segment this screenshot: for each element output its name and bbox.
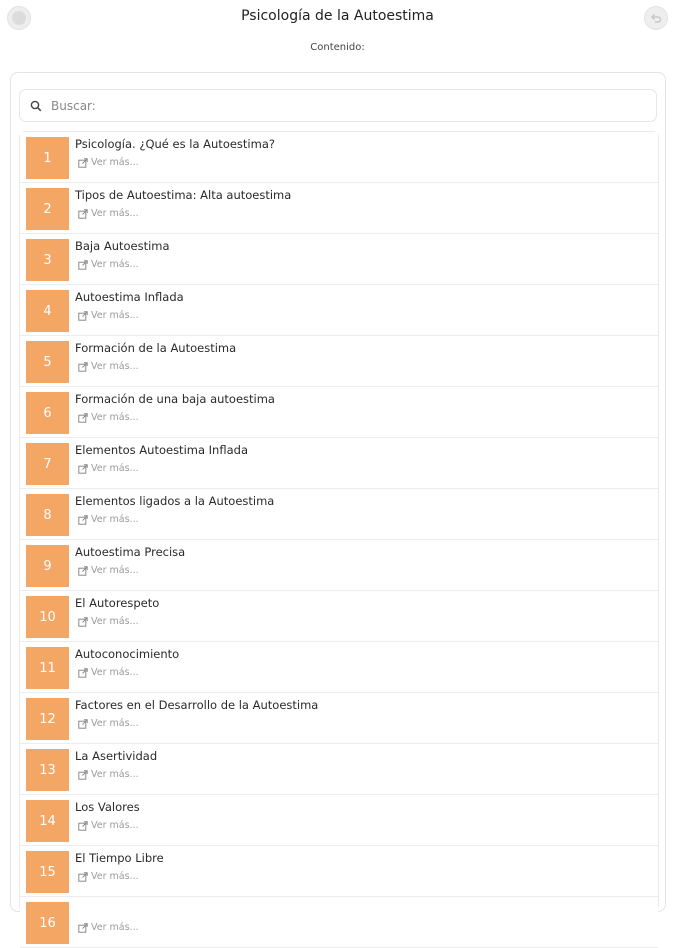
item-number-badge: 7 bbox=[26, 443, 69, 485]
item-number-badge: 10 bbox=[26, 596, 69, 638]
external-link-icon bbox=[78, 413, 88, 423]
see-more-link[interactable] bbox=[78, 667, 139, 678]
external-link-icon bbox=[78, 872, 88, 882]
page-title: Psicología de la Autoestima bbox=[241, 8, 434, 24]
see-more-link[interactable] bbox=[78, 412, 139, 423]
see-more-link[interactable] bbox=[78, 769, 139, 780]
see-more-link[interactable] bbox=[78, 514, 139, 525]
see-more-link[interactable] bbox=[78, 157, 139, 168]
see-more-label: Ver más... bbox=[91, 514, 139, 525]
list-item[interactable] bbox=[20, 132, 658, 183]
external-link-icon bbox=[78, 566, 88, 576]
see-more-label: Ver más... bbox=[91, 208, 139, 219]
item-title: Autoestima Precisa bbox=[75, 545, 186, 559]
item-title: Baja Autoestima bbox=[75, 239, 170, 253]
item-title: Autoestima Inflada bbox=[75, 290, 184, 304]
see-more-label: Ver más... bbox=[91, 565, 139, 576]
item-title: El Tiempo Libre bbox=[75, 851, 164, 865]
see-more-label: Ver más... bbox=[91, 718, 139, 729]
search-icon bbox=[30, 100, 42, 112]
list-item[interactable] bbox=[20, 387, 658, 438]
see-more-label: Ver más... bbox=[91, 463, 139, 474]
list-item[interactable] bbox=[20, 336, 658, 387]
list-item[interactable] bbox=[20, 540, 658, 591]
app-header bbox=[0, 0, 675, 70]
see-more-link[interactable] bbox=[78, 259, 139, 270]
item-number-badge: 11 bbox=[26, 647, 69, 689]
list-item[interactable] bbox=[20, 642, 658, 693]
external-link-icon bbox=[78, 362, 88, 372]
item-title: El Autorespeto bbox=[75, 596, 160, 610]
item-title: Elementos Autoestima Inflada bbox=[75, 443, 248, 457]
item-title: Tipos de Autoestima: Alta autoestima bbox=[75, 188, 292, 202]
external-link-icon bbox=[78, 719, 88, 729]
external-link-icon bbox=[78, 821, 88, 831]
external-link-icon bbox=[78, 311, 88, 321]
see-more-link[interactable] bbox=[78, 718, 139, 729]
see-more-link[interactable] bbox=[78, 820, 139, 831]
item-title: Formación de la Autoestima bbox=[75, 341, 237, 355]
item-title: La Asertividad bbox=[75, 749, 158, 763]
search-bar[interactable] bbox=[19, 89, 657, 122]
item-number-badge: 13 bbox=[26, 749, 69, 791]
see-more-label: Ver más... bbox=[91, 820, 139, 831]
see-more-link[interactable] bbox=[78, 616, 139, 627]
external-link-icon bbox=[78, 515, 88, 525]
item-number-badge: 16 bbox=[26, 902, 69, 944]
item-number-badge: 15 bbox=[26, 851, 69, 893]
item-number-badge: 9 bbox=[26, 545, 69, 587]
list-item[interactable] bbox=[20, 234, 658, 285]
see-more-label: Ver más... bbox=[91, 259, 139, 270]
item-title: Psicología. ¿Qué es la Autoestima? bbox=[75, 137, 275, 151]
list-item[interactable] bbox=[20, 744, 658, 795]
external-link-icon bbox=[78, 668, 88, 678]
see-more-link[interactable] bbox=[78, 361, 139, 372]
external-link-icon bbox=[78, 260, 88, 270]
back-button[interactable] bbox=[644, 6, 668, 30]
external-link-icon bbox=[78, 770, 88, 780]
item-number-badge: 4 bbox=[26, 290, 69, 332]
list-item[interactable] bbox=[20, 285, 658, 336]
item-number-badge: 12 bbox=[26, 698, 69, 740]
item-number-badge: 3 bbox=[26, 239, 69, 281]
see-more-label: Ver más... bbox=[91, 922, 139, 933]
see-more-link[interactable] bbox=[78, 310, 139, 321]
external-link-icon bbox=[78, 923, 88, 933]
see-more-label: Ver más... bbox=[91, 157, 139, 168]
item-number-badge: 5 bbox=[26, 341, 69, 383]
external-link-icon bbox=[78, 209, 88, 219]
list-item[interactable] bbox=[20, 591, 658, 642]
see-more-label: Ver más... bbox=[91, 412, 139, 423]
list-item[interactable] bbox=[20, 489, 658, 540]
item-number-badge: 8 bbox=[26, 494, 69, 536]
external-link-icon bbox=[78, 464, 88, 474]
item-title: Los Valores bbox=[75, 800, 140, 814]
see-more-link[interactable] bbox=[78, 922, 139, 933]
item-title: Elementos ligados a la Autoestima bbox=[75, 494, 275, 508]
list-item[interactable] bbox=[20, 846, 658, 897]
content-list bbox=[19, 131, 659, 933]
see-more-label: Ver más... bbox=[91, 361, 139, 372]
see-more-label: Ver más... bbox=[91, 616, 139, 627]
external-link-icon bbox=[78, 158, 88, 168]
list-item[interactable] bbox=[20, 183, 658, 234]
external-link-icon bbox=[78, 617, 88, 627]
list-item[interactable] bbox=[20, 897, 658, 948]
see-more-label: Ver más... bbox=[91, 667, 139, 678]
see-more-link[interactable] bbox=[78, 871, 139, 882]
item-number-badge: 1 bbox=[26, 137, 69, 179]
list-item[interactable] bbox=[20, 438, 658, 489]
item-number-badge: 2 bbox=[26, 188, 69, 230]
see-more-label: Ver más... bbox=[91, 871, 139, 882]
page-subtitle: Contenido: bbox=[310, 42, 365, 53]
back-arrow-icon bbox=[649, 11, 663, 25]
see-more-link[interactable] bbox=[78, 565, 139, 576]
item-title: Autoconocimiento bbox=[75, 647, 180, 661]
see-more-label: Ver más... bbox=[91, 769, 139, 780]
search-input[interactable] bbox=[51, 99, 611, 113]
item-title: Factores en el Desarrollo de la Autoestima bbox=[75, 698, 319, 712]
item-title: Formación de una baja autoestima bbox=[75, 392, 275, 406]
see-more-link[interactable] bbox=[78, 463, 139, 474]
item-number-badge: 6 bbox=[26, 392, 69, 434]
content-panel bbox=[10, 72, 666, 933]
list-item[interactable] bbox=[20, 795, 658, 846]
see-more-link[interactable] bbox=[78, 208, 139, 219]
item-number-badge: 14 bbox=[26, 800, 69, 842]
list-item[interactable] bbox=[20, 693, 658, 744]
see-more-label: Ver más... bbox=[91, 310, 139, 321]
